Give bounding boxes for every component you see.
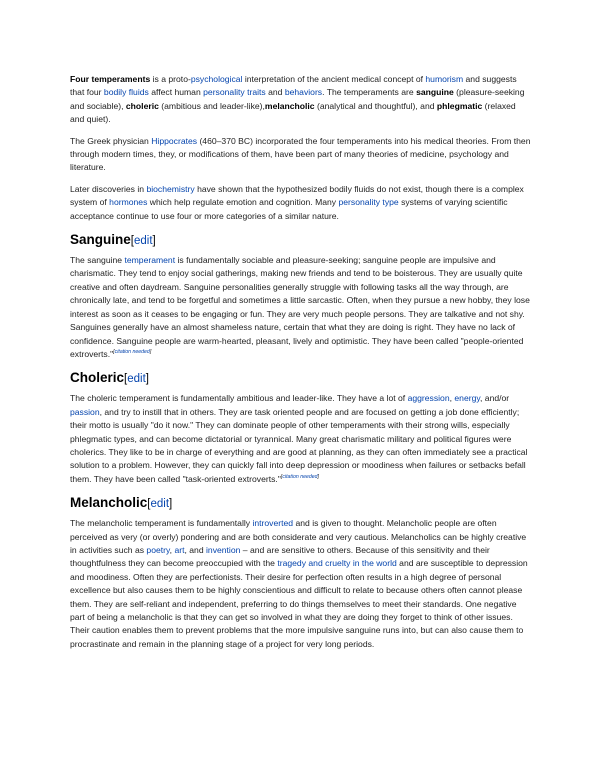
link-behaviors[interactable]: behaviors <box>284 87 323 98</box>
link-biochemistry[interactable]: biochemistry <box>146 183 195 194</box>
text: (analytical and thoughtful), and <box>314 100 437 111</box>
term-choleric: choleric <box>125 100 159 111</box>
link-personality-traits[interactable]: personality traits <box>203 87 266 98</box>
citation-needed-link[interactable]: citation needed <box>114 348 150 355</box>
text: , <box>169 544 175 555</box>
link-bodily-fluids[interactable]: bodily fluids <box>103 87 149 98</box>
link-energy[interactable]: energy <box>454 393 481 404</box>
bracket: [ <box>147 498 151 511</box>
text: The choleric temperament is fundamentally ambitious and leader-like. They have a lot of <box>70 393 408 404</box>
heading-text: Melancholic <box>70 495 148 511</box>
text: is a proto- <box>150 74 191 84</box>
link-hormones[interactable]: hormones <box>109 197 148 208</box>
link-personality-type[interactable]: personality type <box>338 197 399 208</box>
melancholic-paragraph <box>70 517 532 651</box>
bracket: ] <box>145 373 149 386</box>
citation-needed-link[interactable]: citation needed <box>282 473 318 480</box>
text: and suggests that four <box>70 74 517 98</box>
link-humorism[interactable]: humorism <box>425 74 464 84</box>
text: The melancholic temperament is fundamentally <box>70 518 253 529</box>
text: is fundamentally sociable and pleasure-seeking; sanguine people are impulsive and charismatic. They tend to enjoy social gatherings, making new friends and tend to be boisterous. They are usually quite creative and often daydream. Sanguine personalities generally struggle with following tasks all the way through, are chronically late, and tend to be forgetful and sometimes a little sarcastic. Often, when they pursue a new hobby, they lose interest as soon as it ceases to be engaging or fun. They are very much people persons. They are talkative and not shy. Sanguines generally have an almost shameless nature, certain that what they are doing is right. They have no lack of confidence. Sanguine people are warm-hearted, pleasant, lively and optimistic. They have been called "people-oriented extroverts." <box>70 255 530 359</box>
citation-needed: [citation needed] <box>280 473 319 480</box>
heading-text: Choleric <box>70 370 125 386</box>
text: , and/or <box>480 393 510 404</box>
bracket: [ <box>124 373 128 386</box>
text: The Greek physician <box>70 135 152 146</box>
text: (ambitious and leader-like), <box>158 100 265 111</box>
heading-melancholic <box>70 494 532 513</box>
text: – and are sensitive to others. Because of this sensitivity and their thoughtfulness they can become preoccupied with the <box>70 544 490 569</box>
intro-paragraph-2 <box>70 135 532 175</box>
text: and <box>265 87 285 98</box>
heading-text: Sanguine <box>70 232 131 248</box>
bracket: ] <box>152 235 156 248</box>
text: have shown that the hypothesized bodily fluids do not exist, though there is a complex system of <box>70 183 524 208</box>
link-tragedy-and-cruelty[interactable]: tragedy and cruelty in the world <box>277 558 397 569</box>
link-art[interactable]: art <box>174 544 185 555</box>
text: , and <box>184 544 206 555</box>
text: systems of varying scientific acceptance continue to use four or more categories of a similar nature. <box>70 197 508 221</box>
text: , <box>449 393 455 404</box>
link-temperament[interactable]: temperament <box>124 255 176 266</box>
bracket: [ <box>130 235 134 248</box>
text: interpretation of the ancient medical concept of <box>242 74 426 84</box>
article-body <box>70 73 532 659</box>
edit-link-choleric[interactable]: edit <box>127 373 146 386</box>
link-aggression[interactable]: aggression <box>407 393 450 404</box>
link-hippocrates[interactable]: Hippocrates <box>151 135 198 146</box>
link-poetry[interactable]: poetry <box>146 544 170 555</box>
text: which help regulate emotion and cognition. Many <box>147 197 339 208</box>
text: . The temperaments are <box>322 87 417 98</box>
text: (460–370 BC) incorporated the four temperaments into his medical theories. From then through modern times, they, or modifications of them, have been part of many theories of medicine, psychology and literature. <box>70 135 531 173</box>
term-four-temperaments: Four temperaments <box>70 74 151 84</box>
link-psychological[interactable]: psychological <box>190 74 243 84</box>
citation-needed: [citation needed] <box>113 348 152 355</box>
intro-paragraph-1 <box>70 73 532 127</box>
term-sanguine: sanguine <box>416 87 454 98</box>
edit-link-sanguine[interactable]: edit <box>133 235 153 248</box>
link-invention[interactable]: invention <box>206 544 241 555</box>
heading-choleric <box>70 369 532 388</box>
text: (pleasure-seeking and sociable), <box>70 87 525 111</box>
bracket: ] <box>169 498 173 511</box>
sanguine-paragraph <box>70 254 532 361</box>
text: (relaxed and quiet). <box>70 100 516 125</box>
text: , and try to instill that in others. They are task oriented people and are focused on getting a job done efficiently; their motto is usually "do it now." They can dominate people of other temperaments with their strong wills, especially phlegmatic types, and can become dictatorial or tyrannical. Many great charismatic military and political figures were cholerics. They like to be in charge of everything and are good at planning, as they can often immediately see a practical solution to a problem. However, they can quickly fall into deep depression or moodiness when failures or setbacks befall them. They have been called "task-oriented extroverts." <box>70 406 528 484</box>
text: Later discoveries in <box>70 183 147 194</box>
text: and is given to thought. Melancholic people are often perceived as very (or overly) pondering and are both considerate and very cautious. Melancholics can be highly creative in activities such as <box>70 518 527 555</box>
term-melancholic: melancholic <box>264 100 315 111</box>
intro-paragraph-3 <box>70 183 532 223</box>
edit-link-melancholic[interactable]: edit <box>150 498 170 511</box>
link-passion[interactable]: passion <box>70 406 100 417</box>
text: affect human <box>148 87 204 98</box>
heading-sanguine <box>70 231 532 250</box>
choleric-paragraph <box>70 392 532 486</box>
link-introverted[interactable]: introverted <box>252 518 294 529</box>
term-phlegmatic: phlegmatic <box>436 100 483 111</box>
text: The sanguine <box>70 255 125 266</box>
text: and are susceptible to depression and moodiness. Often they are perfectionists. Their desire for perfection often results in a high degree of personal excellence but also causes them to be highly conscientious and difficult to relate to because others often cannot please them. They are self-reliant and independent, preferring to do things themselves to meet their standards. One negative part of being a melancholic is that they can get so involved in what they are doing they forget to think of other issues. Their caution enables them to prevent problems that the more impulsive sanguine runs into, but can also cause them to procrastinate and remain in the planning stage of a project for very long periods. <box>70 558 528 649</box>
